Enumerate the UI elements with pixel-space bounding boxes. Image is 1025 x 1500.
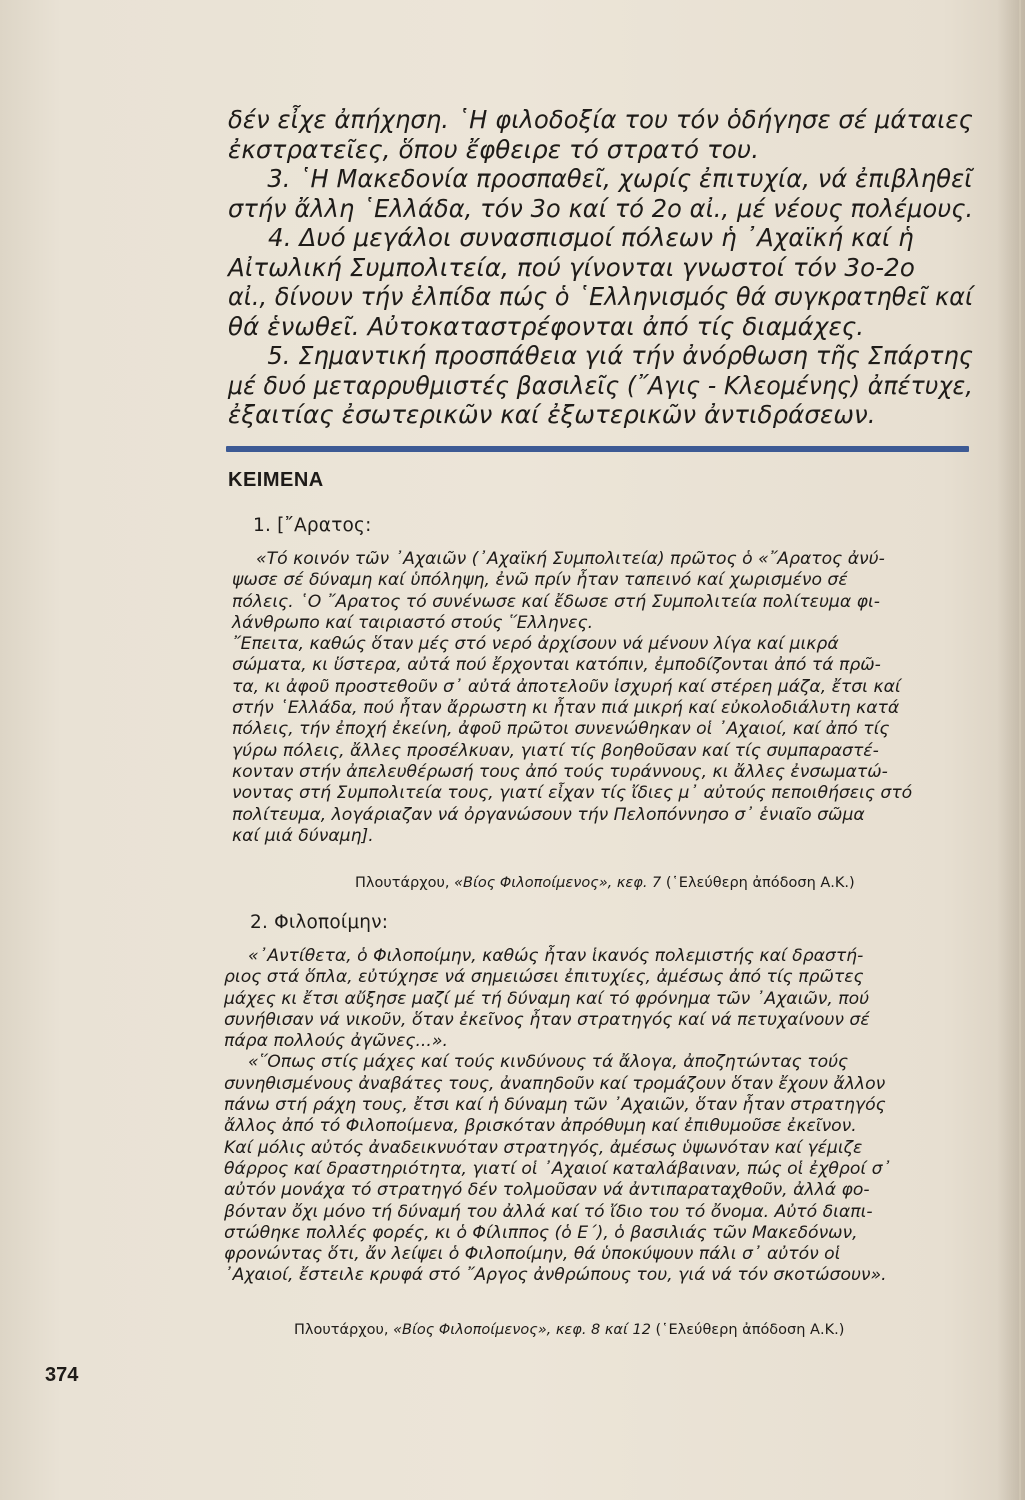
section-title: ΚΕΙΜΕΝΑ [228,469,324,491]
text2-line: αὐτόν μονάχα τό στρατηγό δέν τολμοῦσαν νά ἀντιπαραταχθοῦν, ἀλλά φο- [224,1180,870,1201]
text2-line: στώθηκε πολλές φορές, κι ὁ Φίλιππος (ὁ Ε΄), ὁ βασιλιάς τῶν Μακεδόνων, [224,1222,858,1243]
text2-line: συνήθισαν νά νικοῦν, ὅταν ἐκεῖνος ἦταν στρατηγός καί νά πετυχαίνουν σέ [224,1009,870,1030]
text2-line: βόνταν ὄχι μόνο τή δύναμή του ἀλλά καί τό ἴδιο του τό ὄνομα. Αὐτό διαπι- [224,1201,873,1222]
intro-line: ἐκστρατεῖες, ὅπου ἔφθειρε τό στρατό του. [228,134,760,164]
text1-line: «Τό κοινόν τῶν ᾿Αχαιῶν (᾿Αχαϊκή Συμπολιτεία) πρῶτος ὁ «῎Αρατος ἀνύ- [256,549,885,569]
text2-source [294,1322,844,1338]
text2-line: ριος στά ὅπλα, εὐτύχησε νά σημειώσει ἐπιτυχίες, ἀμέσως ἀπό τίς πρῶτες [224,967,864,988]
text1-line: τα, κι ἀφοῦ προστεθοῦν σ᾿ αὐτά ἀποτελοῦν ἰσχυρή καί στέρεη μάζα, ἔτσι καί [232,676,901,697]
text1-line: νοντας στή Συμπολιτεία τους, γιατί εἶχαν τίς ἴδιες μ᾿ αὐτούς πεποιθήσεις στό [232,783,913,804]
section-divider [226,446,969,452]
text2-line: ἄλλος ἀπό τό Φιλοποίμενα, βρισκόταν ἀπρόθυμη καί ἐπιθυμοῦσε ἐκεῖνον. [224,1116,857,1137]
intro-line: δέν εἶχε ἀπήχηση. ῾Η φιλοδοξία του τόν ὁδήγησε σέ μάταιες [228,105,973,134]
intro-line: 5. Σημαντική προσπάθεια γιά τήν ἀνόρθωση τῆς Σπάρτης [267,341,974,370]
text1-line: πόλεις. ῾Ο ῎Αρατος τό συνένωσε καί ἔδωσε στή Συμπολιτεία πολίτευμα φι- [232,591,880,612]
text2-line: θάρρος καί δραστηριότητα, γιατί οἱ ᾿Αχαιοί καταλάβαιναν, πώς οἱ ἐχθροί σ᾿ [224,1158,892,1179]
text1-line: στήν ῾Ελλάδα, πού ἦταν ἄρρωστη κι ἦταν πιά μικρή καί εὐκολοδιάλυτη κατά [232,698,900,719]
text2-heading: 2. Φιλοποίμην: [250,912,389,933]
text1-line: κονταν στήν ἀπελευθέρωσή τους ἀπό τούς τυράννους, κι ἄλλες ἐνσωματώ- [232,761,888,782]
text2-line: πάρα πολλούς ἀγῶνες...». [224,1031,448,1052]
text1-source-work: «Βίος Φιλοποίμενος», κεφ. 7 [454,875,662,891]
text2-line: ᾿Αχαιοί, ἔστειλε κρυφά στό ῎Αργος ἀνθρώπους του, γιά νά τόν σκοτώσουν». [224,1265,887,1286]
intro-line: μέ δυό μεταρρυθμιστές βασιλεῖς (῎Αγις - Κλεομένης) ἀπέτυχε, [228,370,973,400]
text1-source [355,875,855,891]
page-number: 374 [45,1364,79,1386]
text1-source-author: Πλουτάρχου, [355,875,455,891]
text1-heading: 1. [῎Αρατος: [253,515,372,536]
text1-line: πόλεις, τήν ἐποχή ἐκείνη, ἀφοῦ πρῶτοι συνενώθηκαν οἱ ᾿Αχαιοί, καί ἀπό τίς [232,719,890,740]
text1-line: πολίτευμα, λογάριαζαν νά ὀργανώσουν τήν Πελοπόννησο σ᾿ ἑνιαῖο σῶμα [232,804,865,825]
text1-line: ῎Επειτα, καθώς ὅταν μές στό νερό ἀρχίσουν νά μένουν λίγα καί μικρά [232,634,839,655]
text2-quote [224,946,964,1287]
intro-line: ἐξαιτίας ἐσωτερικῶν καί ἐξωτερικῶν ἀντιδράσεων. [228,400,876,429]
intro-line: Αἰτωλική Συμπολιτεία, πού γίνονται γνωστοί τόν 3ο-2ο [228,252,915,282]
text2-line: «῞Οπως στίς μάχες καί τούς κινδύνους τά ἄλογα, ἀποζητώντας τούς [248,1052,849,1073]
text2-line: «᾿Αντίθετα, ὁ Φιλοποίμην, καθώς ἦταν ἱκανός πολεμιστής καί δραστή- [248,946,864,966]
intro-paragraphs [228,105,988,430]
text2-source-note: (῾Ελεύθερη ἀπόδοση Α.Κ.) [650,1322,845,1338]
text2-source-work: «Βίος Φιλοποίμενος», κεφ. 8 καί 12 [393,1322,651,1338]
intro-line: 4. Δυό μεγάλοι συνασπισμοί πόλεων ἡ ᾿Αχαϊκή καί ἡ [268,223,914,252]
text2-line: συνηθισμένους ἀναβάτες τους, ἀναπηδοῦν καί τρομάζουν ὅταν ἔχουν ἄλλον [224,1073,886,1094]
page-edge-line [1019,0,1021,1500]
text1-source-note: (῾Ελεύθερη ἀπόδοση Α.Κ.) [661,875,855,891]
text1-quote [232,549,972,847]
text1-line: σώματα, κι ὕστερα, αὐτά πού ἔρχονται κατόπιν, ἐμποδίζονται ἀπό τά πρῶ- [232,655,881,676]
text1-line: καί μιά δύναμη]. [232,825,374,846]
text2-line: μάχες κι ἔτσι αὔξησε μαζί μέ τή δύναμη καί τό φρόνημα τῶν ᾿Αχαιῶν, πού [224,988,870,1009]
text1-line: ψωσε σέ δύναμη καί ὑπόληψη, ἐνῶ πρίν ἦταν ταπεινό καί χωρισμένο σέ [232,570,848,591]
text2-source-author: Πλουτάρχου, [294,1322,394,1338]
intro-line: στήν ἄλλη ῾Ελλάδα, τόν 3ο καί τό 2ο αἰ., μέ νέους πολέμους. [228,193,974,223]
intro-line: 3. ῾Η Μακεδονία προσπαθεῖ, χωρίς ἐπιτυχία, νά ἐπιβληθεῖ [267,164,973,193]
text1-line: γύρω πόλεις, ἄλλες προσέλκυαν, γιατί τίς βοηθοῦσαν καί τίς συμπαραστέ- [232,740,879,761]
text2-line: φρονώντας ὅτι, ἄν λείψει ὁ Φιλοποίμην, θά ὑποκύψουν πάλι σ᾿ αὐτόν οἱ [224,1244,841,1265]
text2-line: Καί μόλις αὐτός ἀναδεικνυόταν στρατηγός, ἀμέσως ὑψωνόταν καί γέμιζε [224,1137,863,1158]
text2-line: πάνω στή ράχη τους, ἔτσι καί ἡ δύναμη τῶν ᾿Αχαιῶν, ὅταν ἦταν στρατηγός [224,1095,886,1116]
text1-line: λάνθρωπο καί ταιριαστό στούς ῞Ελληνες. [232,612,594,633]
intro-line: θά ἑνωθεῖ. Αὐτοκαταστρέφονται ἀπό τίς διαμάχες. [228,311,865,341]
intro-line: αἰ., δίνουν τήν ἐλπίδα πώς ὁ ῾Ελληνισμός θά συγκρατηθεῖ καί [228,282,974,311]
